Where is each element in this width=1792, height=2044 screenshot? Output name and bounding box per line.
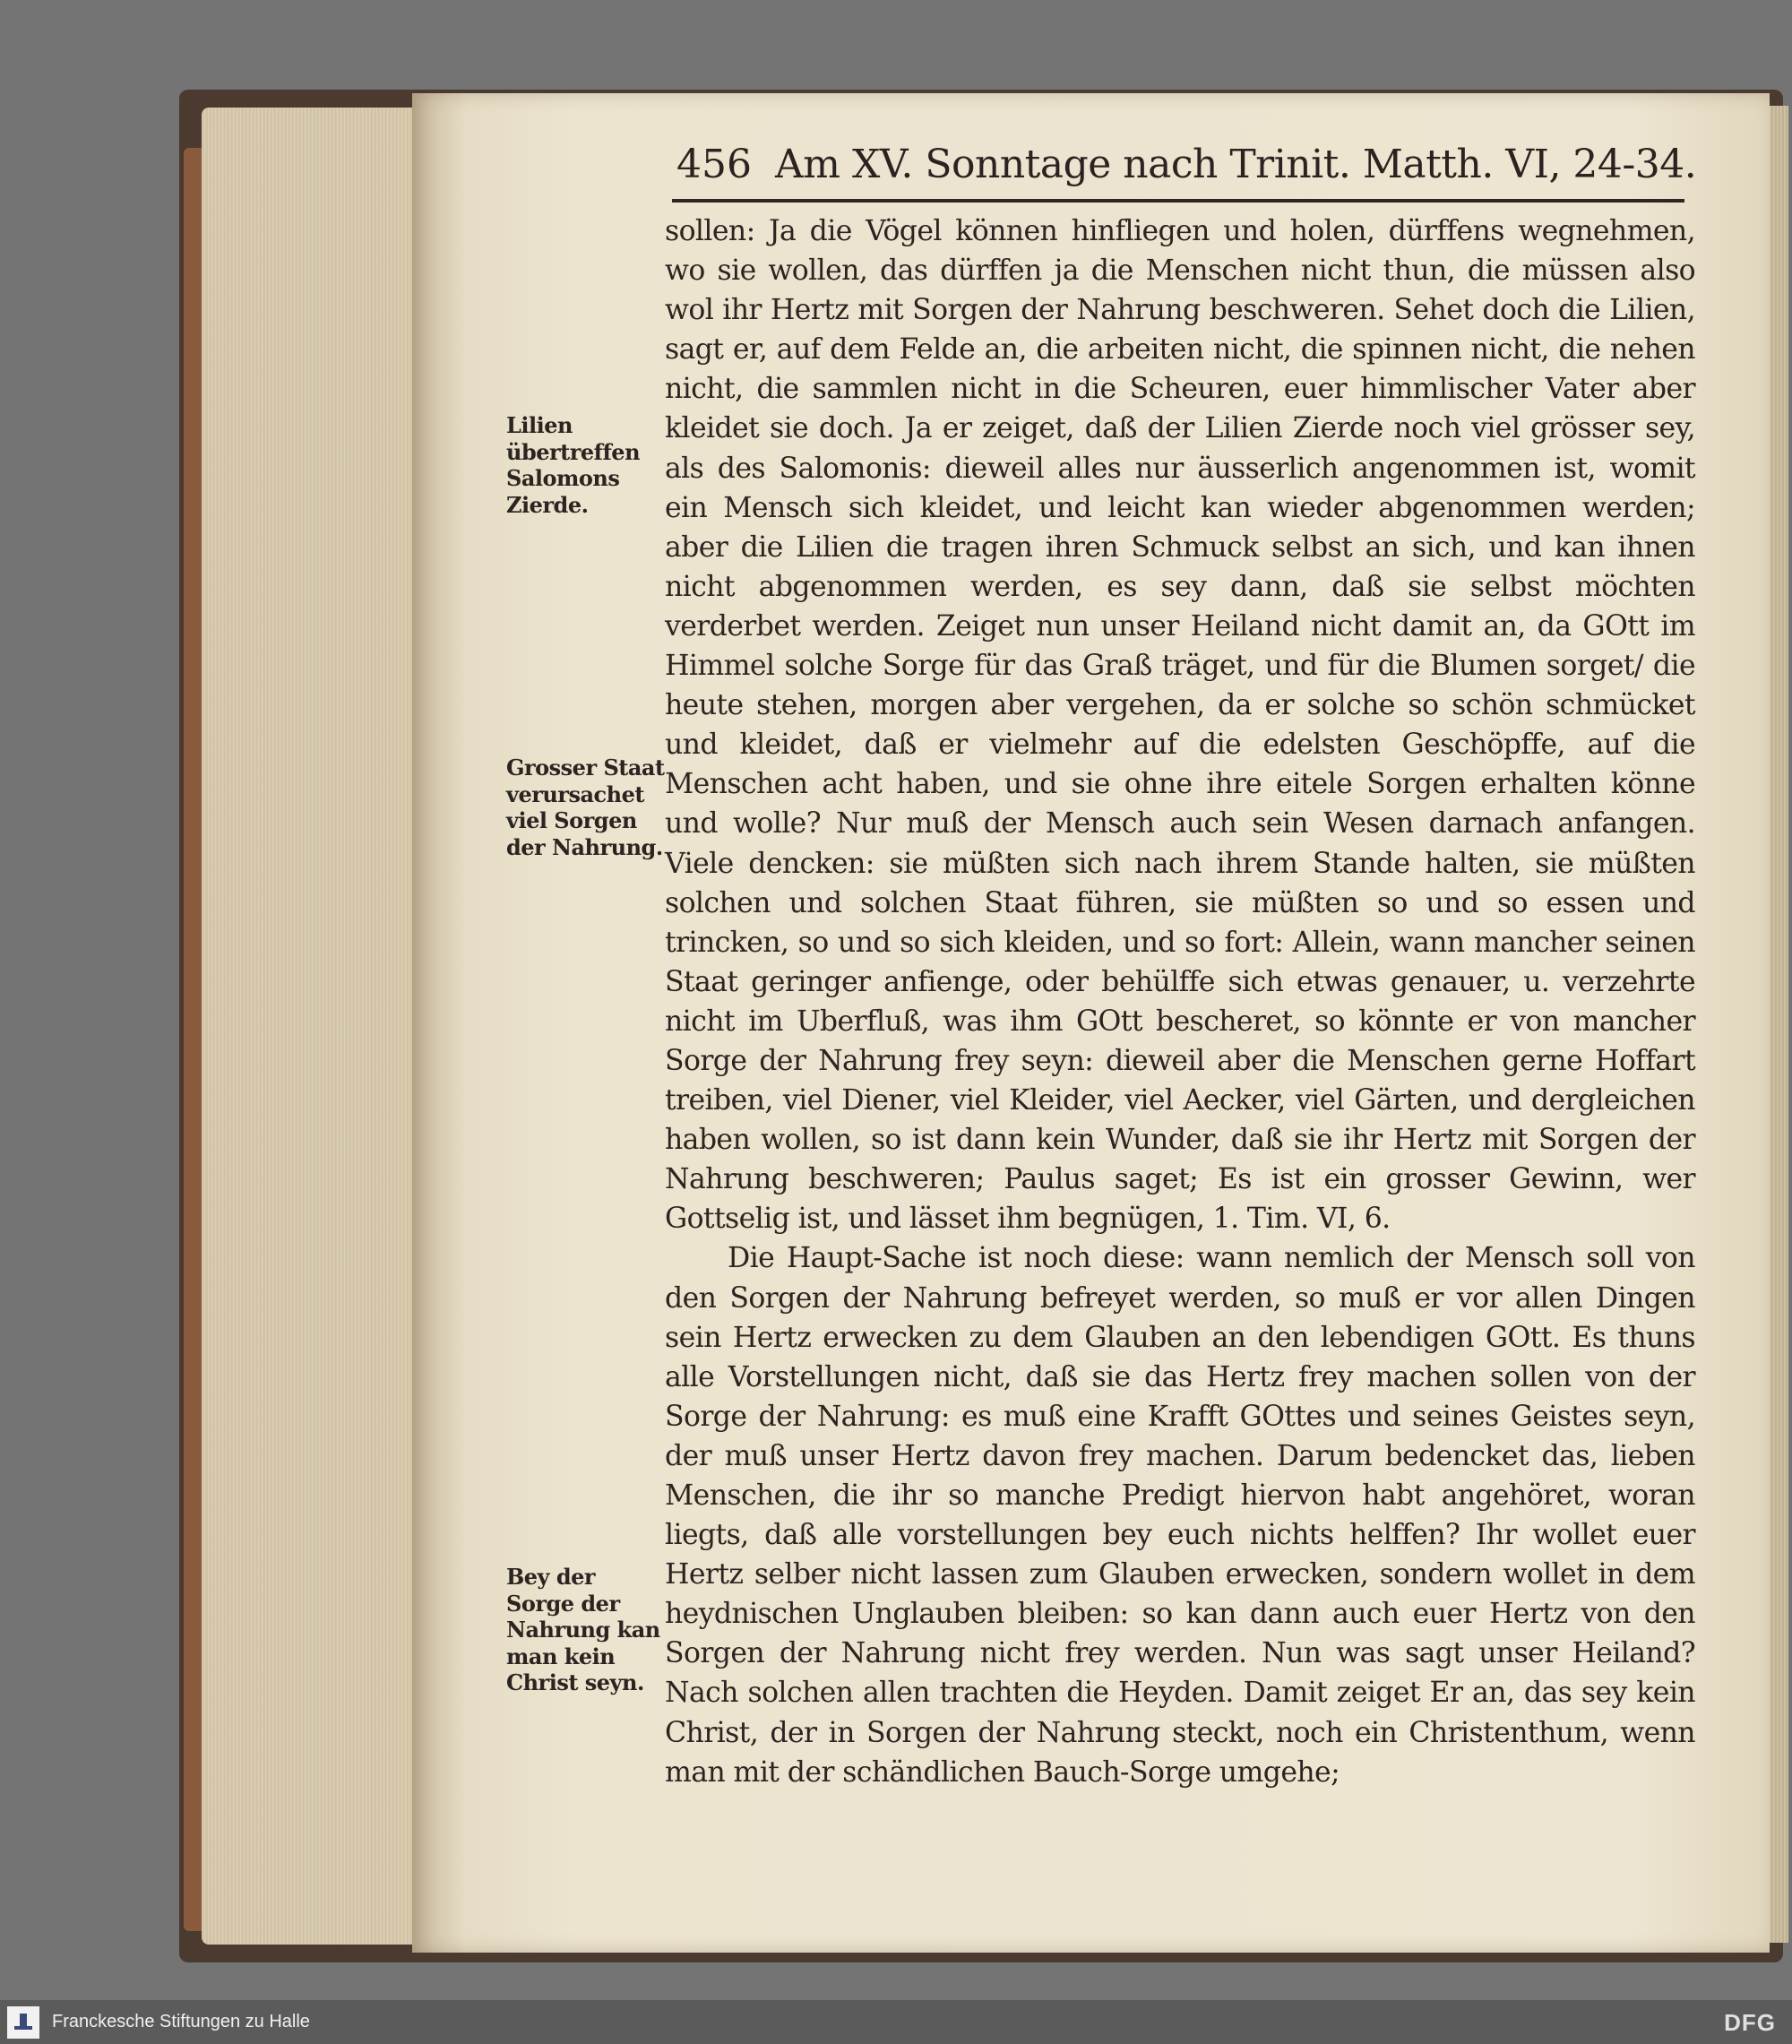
margin-note-christ: Bey der Sorge der Nahrung kan man kein Christ seyn. [506,1564,660,1695]
header-title: Am XV. Sonntage nach Trinit. Matth. VI, 24-34. [775,142,1697,187]
running-header [676,142,1697,195]
page-number: 456 [676,142,752,187]
header-rule [672,199,1684,203]
margin-note-staat: Grosser Staat verursachet viel Sorgen der Nahrung. [506,755,665,860]
page-stack-left [202,108,417,1945]
main-text-block [665,211,1695,1792]
paragraph-1: sollen: Ja die Vögel können hinfliegen und holen, dürffens wegnehmen, wo sie wollen, das dürffen ja die Menschen nicht thun, die müssen also wol ihr Hertz mit Sorgen der Nahrung beschweren. Sehet doch die Lilien, sagt er, auf dem Felde an, die arbeiten nicht, die spinnen nicht, die nehen nicht, die sammlen nicht in die Scheuren, euer himmlischer Vater aber kleidet sie doch. Ja er zeiget, daß der Lilien Zierde noch viel grösser sey, als des Salomonis: dieweil alles nur äusserlich angenommen ist, womit ein Mensch sich kleidet, und leicht kan wieder abgenommen werden; aber die Lilien die tragen ihren Schmuck selbst an sich, und kan ihnen nicht abgenommen werden, es sey dann, daß sie selbst möchten verderbet werden. Zeiget nun unser Heiland nicht damit an, da GOtt im Himmel solche Sorge für das Graß träget, und für die Blumen sorget/ die heute stehen, morgen aber vergehen, da er solche so schön schmücket und kleidet, daß er vielmehr auf die edelsten Geschöpffe, auf die Menschen acht haben, und sie ohne ihre eitele Sorgen erhalten könne und wolle? Nur muß der Mensch auch sein Wesen darnach anfangen. Viele dencken: sie müßten sich nach ihrem Stande halten, sie müßten solchen und solchen Staat führen, sie müßten so und so essen und trincken, so und so sich kleiden, und so fort: Allein, wann mancher seinen Staat geringer anfienge, oder behülffe sich etwas genauer, u. verzehrte nicht im Uberfluß, was ihm GOtt bescheret, so könnte er von mancher Sorge der Nahrung frey seyn: dieweil aber die Menschen gerne Hoffart treiben, viel Diener, viel Kleider, viel Aecker, viel Gärten, und dergleichen haben wollen, so ist dann kein Wunder, daß sie ihr Hertz mit Sorgen der Nahrung beschweren; Paulus saget; Es ist ein grosser Gewinn, wer Gottselig ist, und lässet ihm begnügen, 1. Tim. VI, 6. [665,215,1695,1236]
paragraph-2: Die Haupt-Sache ist noch diese: wann nemlich der Mensch soll von den Sorgen der Nahrung befreyet werden, so muß er vor allen Dingen sein Hertz erwecken zu dem Glauben an den lebendigen GOtt. Es thuns alle Vorstellungen nicht, daß sie das Hertz frey machen sollen von der Sorge der Nahrung: es muß eine Krafft GOttes und seines Geistes seyn, der muß unser Hertz davon frey machen. Darum bedencket das, lieben Menschen, die ihr so manche Predigt hiervon habt angehöret, woran liegts, daß alle vorstellungen bey euch nichts helffen? Ihr wollet euer Hertz selber nicht lassen zum Glauben erwecken, sondern wollet in dem heydnischen Unglauben bleiben: so kan dann auch euer Hertz von den Sorgen der Nahrung nicht frey werden. Nun was sagt unser Heiland? Nach solchen allen trachten die Heyden. Damit zeiget Er an, das sey kein Christ, der in Sorgen der Nahrung steckt, noch ein Christenthum, wenn man mit der schändlichen Bauch-Sorge umgehe; [665,1242,1695,1789]
viewer-footer [0,2000,1792,2044]
institution-name[interactable]: Franckesche Stiftungen zu Halle [52,2012,310,2031]
page-stack-right [1767,106,1788,1943]
dfg-logo: DFG [1724,2009,1776,2036]
margin-note-lilien: Lilien übertreffen Salomons Zierde. [506,412,641,518]
institution-logo-icon[interactable] [7,2006,39,2039]
